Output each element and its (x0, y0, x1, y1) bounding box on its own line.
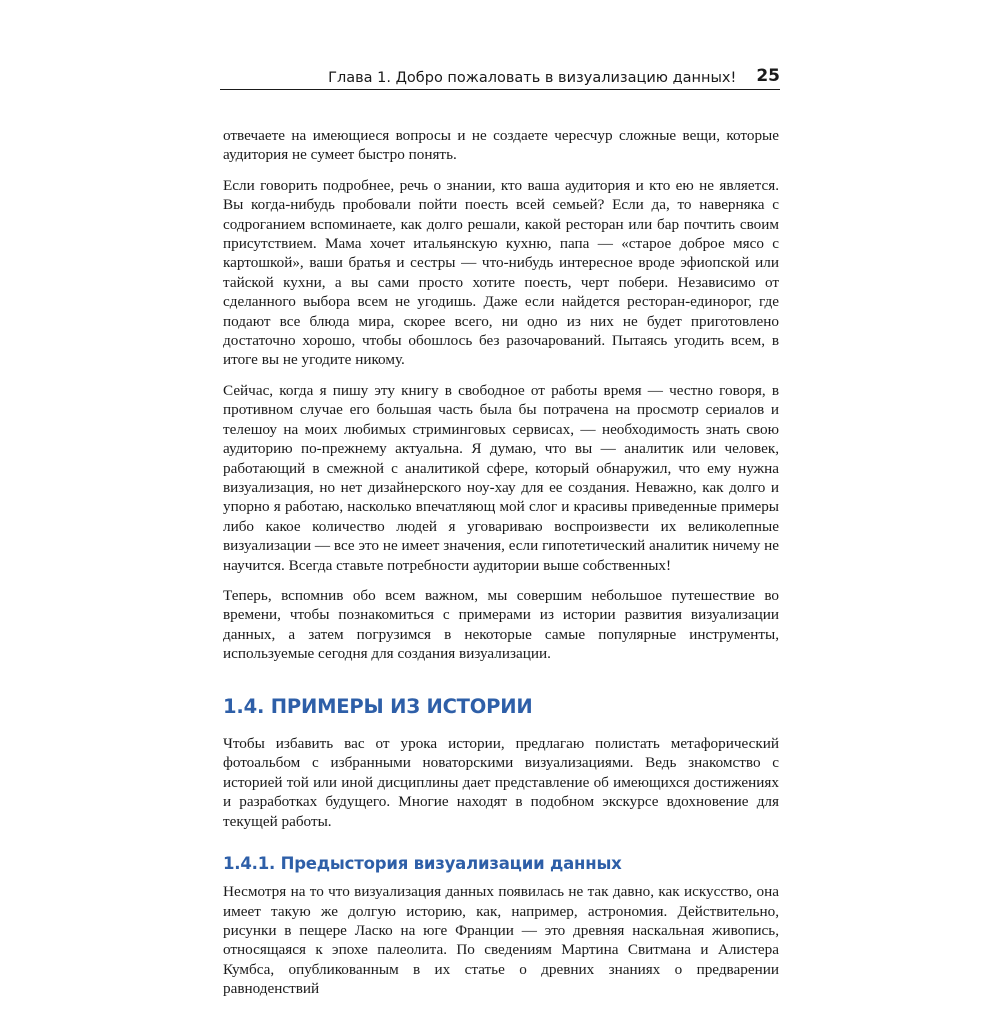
page-body (223, 126, 779, 1010)
section-heading: 1.4. ПРИМЕРЫ ИЗ ИСТОРИИ (223, 694, 533, 718)
paragraph-1: отвечаете на имеющиеся вопросы и не создаете чересчур сложные вещи, которые аудитория не сумеет быстро понять. (223, 127, 779, 164)
paragraph-2: Если говорить подробнее, речь о знании, кто ваша аудитория и кто ею не является. Вы когда-нибудь пробовали пойти поесть всей семьей? Если да, то наверняка с содроганием вспоминаете, как долго решали, какой ресторан или бар почтить своим присутствием. Мама хочет итальянскую кухню, папа — «старое доброе мясо с картошкой», ваши братья и сестры — что-нибудь интересное вроде эфиопской или тайской кухни, а вы сами просто хотите поесть, черт побери. Независимо от сделанного выбора всем не угодишь. Даже если найдется ресторан-единорог, где подают все блюда мира, скорее всего, ни одно из них не будет приготовлено достаточно хорошо, чтобы обошлось без разочарований. Пытаясь угодить всем, в итоге вы не угодите никому. (223, 176, 779, 369)
page-number: 25 (756, 66, 780, 86)
paragraph-4: Теперь, вспомнив обо всем важном, мы совершим небольшое путешествие во времени, чтобы познакомиться с примерами из истории развития визуализации данных, а затем погрузимся в некоторые самые популярные инструменты, используемые сегодня для создания визуализации. (223, 586, 779, 663)
section-paragraph: Чтобы избавить вас от урока истории, предлагаю полистать метафорический фотоальбом с избранными новаторскими визуализациями. Ведь знакомство с историей той или иной дисциплины дает представление об имеющихся достижениях и разработках будущего. Многие находят в подобном экскурсе вдохновение для текущей работы. (223, 735, 779, 830)
subsection-paragraph: Несмотря на то что визуализация данных появилась не так давно, как искусство, она имеет такую же долгую историю, как, например, астрономия. Действительно, рисунки в пещере Ласко на юге Франции — это древняя наскальная живопись, относящаяся к эпохе палеолита. По сведениям Мартина Свитмана и Алистера Кумбса, опубликованным в их статье о древних знаниях о предварении равноденствий (223, 883, 779, 998)
paragraph-3: Сейчас, когда я пишу эту книгу в свободное от работы время — честно говоря, в противном случае его большая часть была бы потрачена на просмотр сериалов и телешоу на моих любимых стриминговых сервисах, — необходимость знать свою аудиторию по-прежнему актуальна. Я думаю, что вы — аналитик или человек, работающий в смежной с аналитикой сфере, который обнаружил, что ему нужна визуализация, но нет дизайнерского ноу-хау для ее создания. Неважно, как долго и упорно я работаю, насколько впечатляющ мой слог и красивы приведенные примеры либо какое количество людей я уговариваю воспроизвести их великолепные визуализации — все это не имеет значения, если гипотетический аналитик ничему не научится. Всегда ставьте потребности аудитории выше собственных! (223, 381, 779, 574)
chapter-title: Глава 1. Добро пожаловать в визуализацию данных! (328, 69, 737, 86)
running-header (220, 60, 780, 90)
subsection-heading: 1.4.1. Предыстория визуализации данных (223, 854, 622, 874)
